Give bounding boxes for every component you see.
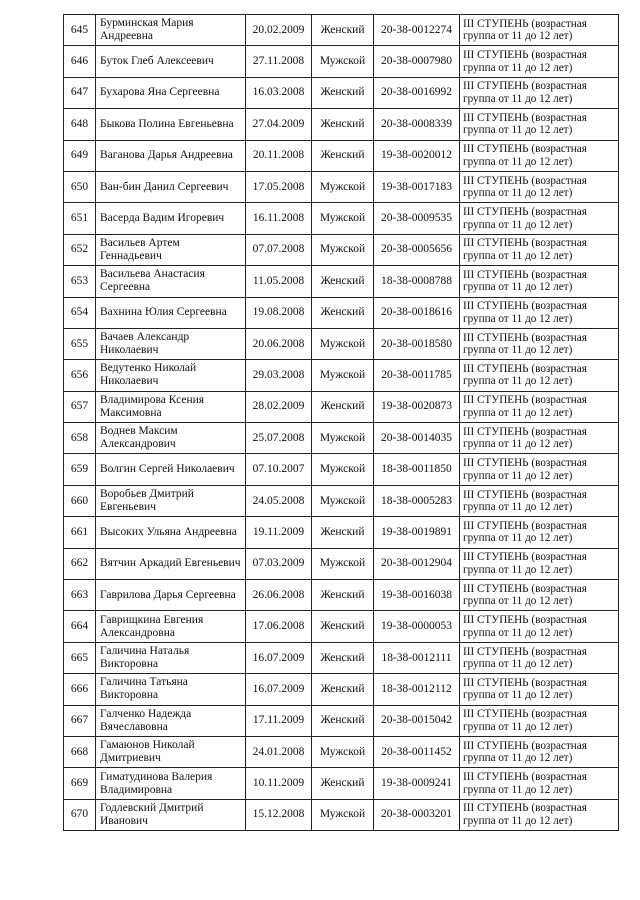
gto-level-cell: III СТУПЕНЬ (возрастная группа от 11 до 12 лет) [460, 266, 619, 297]
uin-code-cell: 20-38-0009535 [374, 203, 460, 234]
participant-name-cell: Ведутенко Николай Николаевич [96, 360, 246, 391]
gender-cell: Женский [312, 266, 374, 297]
gender-cell: Мужской [312, 46, 374, 77]
birth-date-cell: 07.03.2009 [246, 548, 312, 579]
table-row [64, 109, 619, 140]
birth-date-cell: 17.11.2009 [246, 705, 312, 736]
uin-code-cell: 20-38-0011452 [374, 736, 460, 767]
gto-level-cell: III СТУПЕНЬ (возрастная группа от 11 до 12 лет) [460, 768, 619, 799]
table-row [64, 391, 619, 422]
gto-level-cell: III СТУПЕНЬ (возрастная группа от 11 до 12 лет) [460, 517, 619, 548]
gto-level-cell: III СТУПЕНЬ (возрастная группа от 11 до 12 лет) [460, 297, 619, 328]
row-number-cell: 660 [64, 485, 96, 516]
gto-level-cell: III СТУПЕНЬ (возрастная группа от 11 до 12 лет) [460, 77, 619, 108]
table-row [64, 548, 619, 579]
birth-date-cell: 19.11.2009 [246, 517, 312, 548]
gto-level-cell: III СТУПЕНЬ (возрастная группа от 11 до 12 лет) [460, 109, 619, 140]
gender-cell: Мужской [312, 234, 374, 265]
birth-date-cell: 19.08.2008 [246, 297, 312, 328]
birth-date-cell: 20.02.2009 [246, 15, 312, 46]
gender-cell: Мужской [312, 485, 374, 516]
uin-code-cell: 20-38-0007980 [374, 46, 460, 77]
participant-name-cell: Гиматудинова Валерия Владимировна [96, 768, 246, 799]
table-row [64, 454, 619, 485]
table-row [64, 423, 619, 454]
table-row [64, 15, 619, 46]
table-row [64, 328, 619, 359]
birth-date-cell: 29.03.2008 [246, 360, 312, 391]
table-row [64, 46, 619, 77]
participants-table [63, 14, 619, 831]
gto-level-cell: III СТУПЕНЬ (возрастная группа от 11 до 12 лет) [460, 360, 619, 391]
row-number-cell: 645 [64, 15, 96, 46]
gto-level-cell: III СТУПЕНЬ (возрастная группа от 11 до 12 лет) [460, 171, 619, 202]
participant-name-cell: Галченко Надежда Вячеславовна [96, 705, 246, 736]
participants-table-body [64, 15, 619, 831]
participant-name-cell: Воднев Максим Александрович [96, 423, 246, 454]
row-number-cell: 663 [64, 580, 96, 611]
table-row [64, 171, 619, 202]
row-number-cell: 656 [64, 360, 96, 391]
row-number-cell: 665 [64, 642, 96, 673]
gender-cell: Женский [312, 77, 374, 108]
gto-level-cell: III СТУПЕНЬ (возрастная группа от 11 до 12 лет) [460, 391, 619, 422]
gto-level-cell: III СТУПЕНЬ (возрастная группа от 11 до 12 лет) [460, 46, 619, 77]
row-number-cell: 658 [64, 423, 96, 454]
gto-level-cell: III СТУПЕНЬ (возрастная группа от 11 до 12 лет) [460, 736, 619, 767]
gto-level-cell: III СТУПЕНЬ (возрастная группа от 11 до 12 лет) [460, 234, 619, 265]
participant-name-cell: Волгин Сергей Николаевич [96, 454, 246, 485]
participant-name-cell: Ваганова Дарья Андреевна [96, 140, 246, 171]
gender-cell: Женский [312, 109, 374, 140]
table-row [64, 234, 619, 265]
birth-date-cell: 24.05.2008 [246, 485, 312, 516]
row-number-cell: 670 [64, 799, 96, 830]
birth-date-cell: 26.06.2008 [246, 580, 312, 611]
uin-code-cell: 18-38-0012112 [374, 674, 460, 705]
gender-cell: Женский [312, 642, 374, 673]
table-row [64, 517, 619, 548]
uin-code-cell: 18-38-0008788 [374, 266, 460, 297]
gender-cell: Мужской [312, 328, 374, 359]
participant-name-cell: Бухарова Яна Сергеевна [96, 77, 246, 108]
row-number-cell: 662 [64, 548, 96, 579]
birth-date-cell: 07.10.2007 [246, 454, 312, 485]
birth-date-cell: 24.01.2008 [246, 736, 312, 767]
row-number-cell: 655 [64, 328, 96, 359]
participant-name-cell: Васильев Артем Геннадьевич [96, 234, 246, 265]
gender-cell: Мужской [312, 454, 374, 485]
gto-level-cell: III СТУПЕНЬ (возрастная группа от 11 до 12 лет) [460, 642, 619, 673]
participant-name-cell: Вахнина Юлия Сергеевна [96, 297, 246, 328]
table-row [64, 705, 619, 736]
table-row [64, 266, 619, 297]
row-number-cell: 652 [64, 234, 96, 265]
row-number-cell: 659 [64, 454, 96, 485]
table-row [64, 77, 619, 108]
row-number-cell: 657 [64, 391, 96, 422]
birth-date-cell: 20.11.2008 [246, 140, 312, 171]
gender-cell: Женский [312, 768, 374, 799]
participant-name-cell: Вачаев Александр Николаевич [96, 328, 246, 359]
participant-name-cell: Васерда Вадим Игоревич [96, 203, 246, 234]
row-number-cell: 661 [64, 517, 96, 548]
gto-level-cell: III СТУПЕНЬ (возрастная группа от 11 до 12 лет) [460, 705, 619, 736]
birth-date-cell: 10.11.2009 [246, 768, 312, 799]
uin-code-cell: 18-38-0005283 [374, 485, 460, 516]
gto-level-cell: III СТУПЕНЬ (возрастная группа от 11 до 12 лет) [460, 423, 619, 454]
uin-code-cell: 20-38-0008339 [374, 109, 460, 140]
birth-date-cell: 15.12.2008 [246, 799, 312, 830]
table-row [64, 768, 619, 799]
row-number-cell: 651 [64, 203, 96, 234]
row-number-cell: 646 [64, 46, 96, 77]
gender-cell: Мужской [312, 171, 374, 202]
row-number-cell: 666 [64, 674, 96, 705]
table-row [64, 799, 619, 830]
uin-code-cell: 20-38-0003201 [374, 799, 460, 830]
uin-code-cell: 18-38-0011850 [374, 454, 460, 485]
uin-code-cell: 19-38-0016038 [374, 580, 460, 611]
gto-level-cell: III СТУПЕНЬ (возрастная группа от 11 до 12 лет) [460, 674, 619, 705]
uin-code-cell: 20-38-0012274 [374, 15, 460, 46]
row-number-cell: 653 [64, 266, 96, 297]
uin-code-cell: 19-38-0020012 [374, 140, 460, 171]
participant-name-cell: Вятчин Аркадий Евгеньевич [96, 548, 246, 579]
participant-name-cell: Бурминская Мария Андреевна [96, 15, 246, 46]
birth-date-cell: 27.04.2009 [246, 109, 312, 140]
uin-code-cell: 20-38-0015042 [374, 705, 460, 736]
gender-cell: Мужской [312, 548, 374, 579]
participant-name-cell: Васильева Анастасия Сергеевна [96, 266, 246, 297]
table-row [64, 736, 619, 767]
gto-level-cell: III СТУПЕНЬ (возрастная группа от 11 до 12 лет) [460, 140, 619, 171]
gender-cell: Мужской [312, 423, 374, 454]
row-number-cell: 667 [64, 705, 96, 736]
gender-cell: Мужской [312, 203, 374, 234]
row-number-cell: 669 [64, 768, 96, 799]
uin-code-cell: 20-38-0005656 [374, 234, 460, 265]
participant-name-cell: Воробьев Дмитрий Евгеньевич [96, 485, 246, 516]
table-row [64, 580, 619, 611]
birth-date-cell: 20.06.2008 [246, 328, 312, 359]
row-number-cell: 647 [64, 77, 96, 108]
row-number-cell: 654 [64, 297, 96, 328]
birth-date-cell: 07.07.2008 [246, 234, 312, 265]
gto-level-cell: III СТУПЕНЬ (возрастная группа от 11 до 12 лет) [460, 548, 619, 579]
uin-code-cell: 20-38-0011785 [374, 360, 460, 391]
birth-date-cell: 17.06.2008 [246, 611, 312, 642]
table-row [64, 297, 619, 328]
gto-level-cell: III СТУПЕНЬ (возрастная группа от 11 до 12 лет) [460, 611, 619, 642]
gender-cell: Женский [312, 705, 374, 736]
participant-name-cell: Гаврилова Дарья Сергеевна [96, 580, 246, 611]
participant-name-cell: Галичина Наталья Викторовна [96, 642, 246, 673]
row-number-cell: 649 [64, 140, 96, 171]
table-row [64, 611, 619, 642]
birth-date-cell: 17.05.2008 [246, 171, 312, 202]
gender-cell: Мужской [312, 736, 374, 767]
gto-level-cell: III СТУПЕНЬ (возрастная группа от 11 до 12 лет) [460, 328, 619, 359]
gto-level-cell: III СТУПЕНЬ (возрастная группа от 11 до 12 лет) [460, 15, 619, 46]
gto-level-cell: III СТУПЕНЬ (возрастная группа от 11 до 12 лет) [460, 485, 619, 516]
gender-cell: Женский [312, 15, 374, 46]
gto-level-cell: III СТУПЕНЬ (возрастная группа от 11 до 12 лет) [460, 454, 619, 485]
participant-name-cell: Ван-бин Данил Сергеевич [96, 171, 246, 202]
uin-code-cell: 19-38-0009241 [374, 768, 460, 799]
participant-name-cell: Владимирова Ксения Максимовна [96, 391, 246, 422]
birth-date-cell: 25.07.2008 [246, 423, 312, 454]
row-number-cell: 650 [64, 171, 96, 202]
birth-date-cell: 16.11.2008 [246, 203, 312, 234]
gto-level-cell: III СТУПЕНЬ (возрастная группа от 11 до 12 лет) [460, 799, 619, 830]
participant-name-cell: Галичина Татьяна Викторовна [96, 674, 246, 705]
birth-date-cell: 11.05.2008 [246, 266, 312, 297]
gender-cell: Женский [312, 297, 374, 328]
gender-cell: Мужской [312, 360, 374, 391]
uin-code-cell: 18-38-0012111 [374, 642, 460, 673]
participant-name-cell: Буток Глеб Алексеевич [96, 46, 246, 77]
gender-cell: Женский [312, 580, 374, 611]
participant-name-cell: Гаврищкина Евгения Александровна [96, 611, 246, 642]
uin-code-cell: 20-38-0012904 [374, 548, 460, 579]
birth-date-cell: 27.11.2008 [246, 46, 312, 77]
uin-code-cell: 20-38-0016992 [374, 77, 460, 108]
birth-date-cell: 16.03.2008 [246, 77, 312, 108]
birth-date-cell: 16.07.2009 [246, 642, 312, 673]
participant-name-cell: Гамаюнов Николай Дмитриевич [96, 736, 246, 767]
uin-code-cell: 20-38-0018616 [374, 297, 460, 328]
participant-name-cell: Высоких Ульяна Андреевна [96, 517, 246, 548]
table-row [64, 203, 619, 234]
table-row [64, 642, 619, 673]
table-row [64, 360, 619, 391]
gender-cell: Женский [312, 611, 374, 642]
gto-level-cell: III СТУПЕНЬ (возрастная группа от 11 до 12 лет) [460, 580, 619, 611]
uin-code-cell: 20-38-0018580 [374, 328, 460, 359]
uin-code-cell: 20-38-0014035 [374, 423, 460, 454]
table-row [64, 140, 619, 171]
uin-code-cell: 19-38-0019891 [374, 517, 460, 548]
row-number-cell: 668 [64, 736, 96, 767]
gto-level-cell: III СТУПЕНЬ (возрастная группа от 11 до 12 лет) [460, 203, 619, 234]
table-row [64, 674, 619, 705]
participant-name-cell: Годлевский Дмитрий Иванович [96, 799, 246, 830]
table-row [64, 485, 619, 516]
gender-cell: Женский [312, 140, 374, 171]
birth-date-cell: 16.07.2009 [246, 674, 312, 705]
row-number-cell: 648 [64, 109, 96, 140]
uin-code-cell: 19-38-0020873 [374, 391, 460, 422]
gender-cell: Женский [312, 391, 374, 422]
uin-code-cell: 19-38-0000053 [374, 611, 460, 642]
gender-cell: Мужской [312, 799, 374, 830]
row-number-cell: 664 [64, 611, 96, 642]
participant-name-cell: Быкова Полина Евгеньевна [96, 109, 246, 140]
gender-cell: Женский [312, 517, 374, 548]
birth-date-cell: 28.02.2009 [246, 391, 312, 422]
gender-cell: Женский [312, 674, 374, 705]
uin-code-cell: 19-38-0017183 [374, 171, 460, 202]
